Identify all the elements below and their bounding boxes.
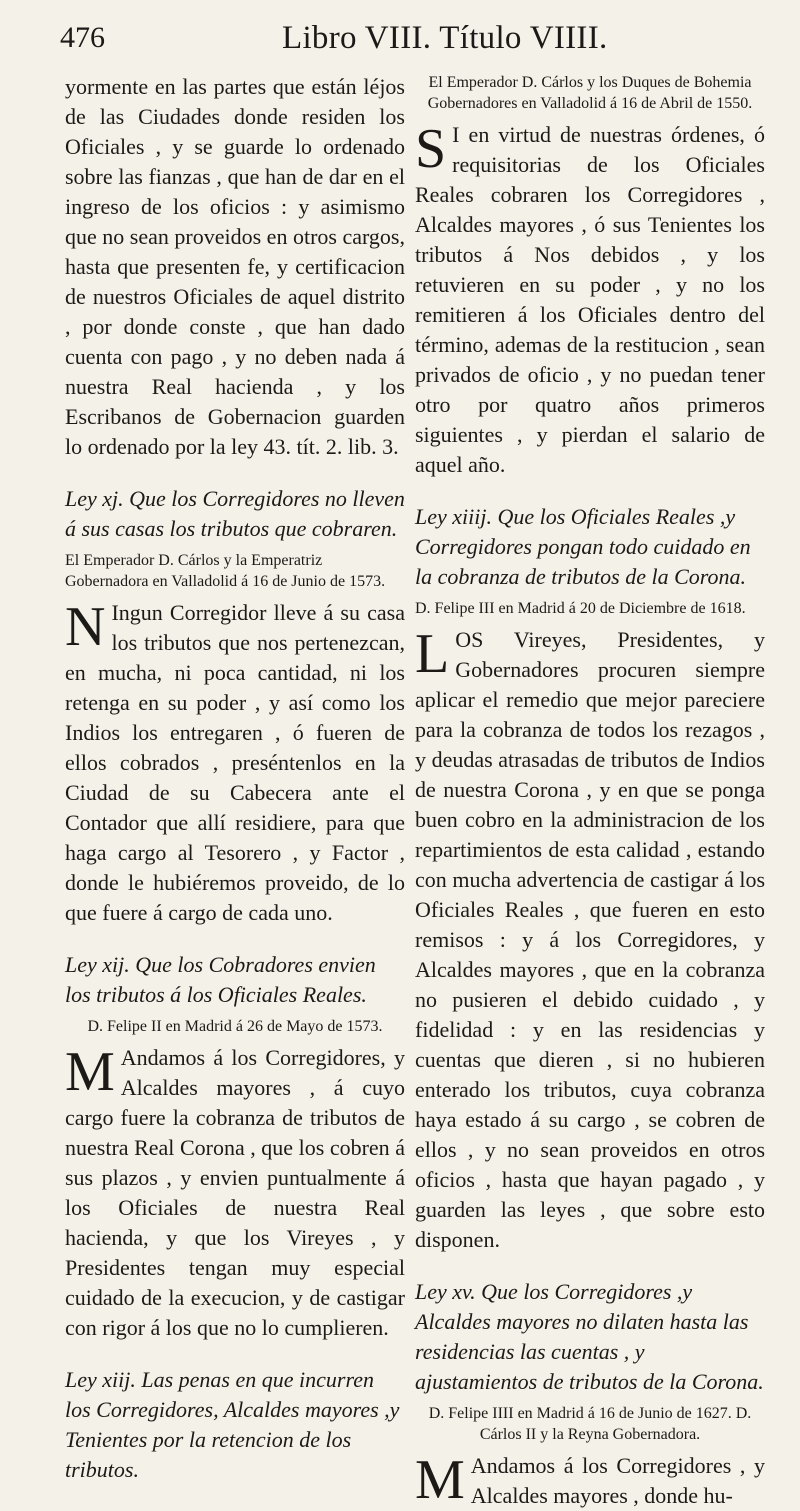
right-column: [415, 72, 765, 1511]
continuation-paragraph: yormente en las partes que están léjos de las Ciudades donde residen los Oficiales , y se guarde lo ordenado sobre las fianzas , que han de dar en el ingreso de los oficios : y asimismo que no sean proveidos en otros cargos, hasta que presenten fe, y certificacion de nuestros Oficiales de aquel distrito , por donde conste , que han dado cuenta con pago , y no deben nada á nuestra Real hacienda , y los Escribanos de Gobernacion guarden lo ordenado por la ley 43. tít. 2. lib. 3.: [65, 74, 405, 459]
law-text-xj: Ingun Corregidor lleve á su casa los tributos que nos pertenezcan, en mucha, ni poca cantidad, ni los retenga en su poder , y así como los Indios los entregaren , ó fueren de ellos cobrados , preséntenlos en la Ciudad de su Cabecera ante el Contador que allí residiere, para que haga cargo al Tesorero , y Factor , donde le hubiéremos proveido, de lo que fuere á cargo de cada uno.: [65, 600, 405, 925]
law-meta-xiij: El Emperador D. Cárlos y los Duques de Bohemia Gobernadores en Valladolid á 16 de Abril de 1550.: [427, 74, 753, 112]
law-body-xiiij: [415, 625, 765, 1255]
law-text-xv: Andamos á los Corregidores , y Alcaldes mayores , donde hu-: [470, 1453, 765, 1508]
law-meta-xj: El Emperador D. Cárlos y la Emperatriz Gobernadora en Valladolid á 16 de Junio de 1573.: [65, 552, 386, 590]
law-text-xiij: I en virtud de nuestras órdenes, ó requisitorias de los Oficiales Reales cobraren los Corregidores , Alcaldes mayores , ó sus Tenientes los tributos á Nos debidos , y los retuvieren en su poder , y no los remitieren á los Oficiales dentro del término, ademas de la restitucion , sean privados de oficio , y no puedan tener otro por quatro años primeros siguientes , y pierdan el salario de aquel año.: [415, 122, 765, 477]
law-title-xiiij: Ley xiiij. Que los Oficiales Reales ,y Corregidores pongan todo cuidado en la cobranza de tributos de la Corona.: [415, 504, 751, 589]
running-title: Libro VIII. Título VIIII.: [282, 20, 608, 56]
law-meta-xij: D. Felipe II en Madrid á 26 de Mayo de 1573.: [87, 1018, 383, 1035]
law-body-xij: [65, 1043, 405, 1343]
dropcap-xiij: S: [415, 118, 447, 180]
law-title-xij: Ley xij. Que los Cobradores envien los tributos á los Oficiales Reales.: [65, 952, 376, 1007]
left-column: [65, 72, 405, 1491]
law-title-xj: Ley xj. Que los Corregidores no lleven á sus casas los tributos que cobraren.: [65, 486, 405, 541]
dropcap-xiiij: L: [415, 623, 450, 685]
law-body-xv: [415, 1451, 765, 1511]
law-body-xiij: [415, 120, 765, 480]
law-meta-xv: D. Felipe IIII en Madrid á 16 de Junio de 1627. D. Cárlos II y la Reyna Gobernadora.: [428, 1405, 752, 1443]
law-text-xij: Andamos á los Corregidores, y Alcaldes mayores , á cuyo cargo fuere la cobranza de tributos de nuestra Real Corona , que los cobren á sus plazos , y envien puntualmente á los Oficiales de nuestra Real hacienda, y que los Vireyes , y Presidentes tengan muy especial cuidado de la execucion, y de castigar con rigor á los que no lo cumplieren.: [65, 1045, 405, 1340]
law-meta-xiiij: D. Felipe III en Madrid á 20 de Diciembre de 1618.: [415, 600, 746, 617]
dropcap-xj: N: [65, 596, 106, 658]
page-number: 476: [60, 21, 105, 54]
law-body-xj: [65, 598, 405, 928]
page-header: [50, 14, 780, 62]
law-title-xv: Ley xv. Que los Corregidores ,y Alcaldes mayores no dilaten hasta las residencias las cuentas , y ajustamientos de tributos de la Corona.: [415, 1279, 764, 1394]
law-title-xiij: Ley xiij. Las penas en que incurren los Corregidores, Alcaldes mayores ,y Tenientes por la retencion de los tributos.: [65, 1367, 400, 1482]
dropcap-xij: M: [65, 1041, 115, 1103]
law-text-xiiij: OS Vireyes, Presidentes, y Gobernadores procuren siempre aplicar el remedio que mejor pareciere para la cobranza de todos los rezagos , y deudas atrasadas de tributos de Indios de nuestra Corona , y en que se ponga buen cobro en la administracion de los repartimientos de esta calidad , estando con mucha advertencia de castigar á los Oficiales Reales , que fueren en esto remisos : y á los Corregidores, y Alcaldes mayores , que en la cobranza no pusieren el debido cuidado , y fidelidad : y en las residencias y cuentas que dieren , si no hubieren enterado los tributos, cuya cobranza haya estado á su cargo , se cobren de ellos , y no sean proveidos en otros oficios , hasta que hayan pagado , y guarden las leyes , que sobre esto disponen.: [415, 627, 765, 1252]
dropcap-xv: M: [415, 1449, 465, 1511]
